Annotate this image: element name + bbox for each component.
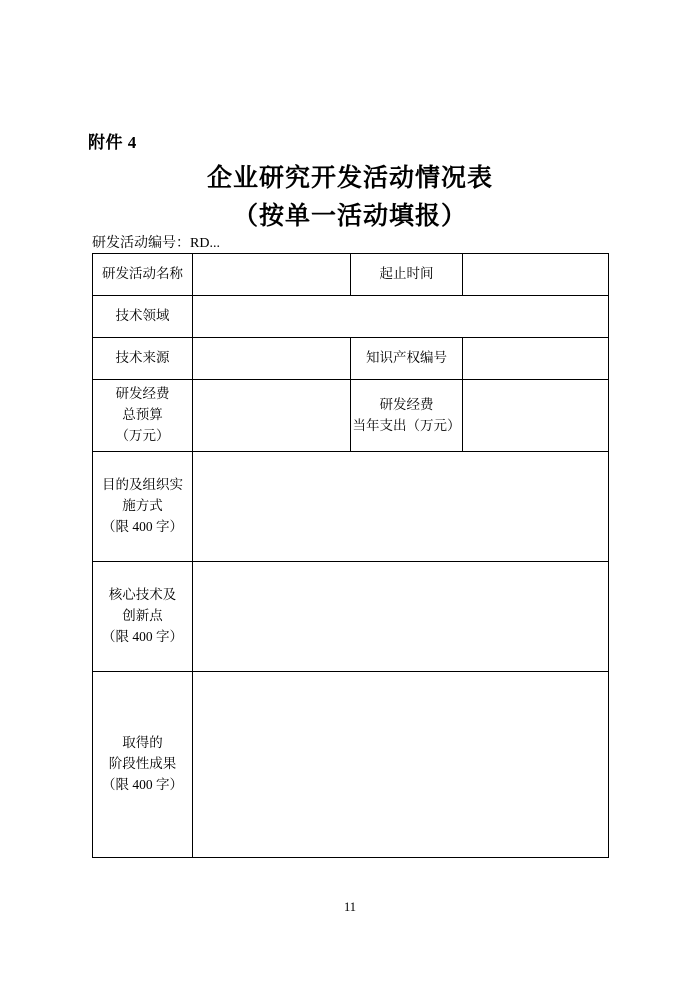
label-line: 目的及组织实: [102, 477, 183, 493]
table-row: [93, 562, 609, 672]
page-number: 11: [343, 900, 357, 914]
table-row: [93, 672, 609, 858]
cell-label-purpose-and-organization: [93, 452, 193, 562]
label-line: 当年支出（万元）: [352, 417, 461, 433]
label-line: 核心技术及: [108, 587, 177, 603]
cell-value-purpose-and-organization[interactable]: [193, 452, 609, 562]
activity-number-line: 研发活动编号：RD...: [92, 236, 220, 251]
cell-value-tech-source[interactable]: [193, 338, 351, 380]
page-title: 企业研究开发活动情况表: [206, 165, 493, 192]
cell-value-current-year-spend[interactable]: [463, 380, 609, 452]
label-line: 取得的: [122, 735, 163, 751]
label-line: （限 400 字）: [102, 628, 183, 644]
cell-value-stage-results[interactable]: [193, 672, 609, 858]
cell-value-core-tech-innovation[interactable]: [193, 562, 609, 672]
rd-activity-form-table: [92, 253, 609, 858]
label-line: （限 400 字）: [102, 776, 183, 792]
cell-label-ip-number: 知识产权编号: [351, 338, 463, 380]
cell-value-ip-number[interactable]: [463, 338, 609, 380]
cell-value-total-budget[interactable]: [193, 380, 351, 452]
label-line: 研发经费: [379, 396, 434, 412]
label-line: 创新点: [122, 608, 163, 624]
table-row: [93, 380, 609, 452]
table-row: [93, 338, 609, 380]
cell-label-stage-results: [93, 672, 193, 858]
table-row: [93, 452, 609, 562]
label-line: 施方式: [122, 498, 163, 514]
page-subtitle: （按单一活动填报）: [232, 203, 467, 230]
table-row: [93, 296, 609, 338]
label-line: 总预算: [122, 407, 163, 423]
table-row: [93, 254, 609, 296]
label-line: 阶段性成果: [108, 756, 177, 772]
cell-value-tech-field[interactable]: [193, 296, 609, 338]
cell-value-duration[interactable]: [463, 254, 609, 296]
cell-label-tech-field: 技术领域: [93, 296, 193, 338]
label-line: （限 400 字）: [102, 518, 183, 534]
cell-label-tech-source: 技术来源: [93, 338, 193, 380]
attachment-label: 附件 4: [88, 133, 137, 152]
label-line: （万元）: [115, 427, 170, 443]
cell-label-duration: 起止时间: [351, 254, 463, 296]
cell-label-core-tech-innovation: [93, 562, 193, 672]
label-line: 研发经费: [115, 386, 170, 402]
cell-label-current-year-spend: [351, 380, 463, 452]
cell-label-activity-name: 研发活动名称: [93, 254, 193, 296]
cell-label-total-budget: [93, 380, 193, 452]
cell-value-activity-name[interactable]: [193, 254, 351, 296]
